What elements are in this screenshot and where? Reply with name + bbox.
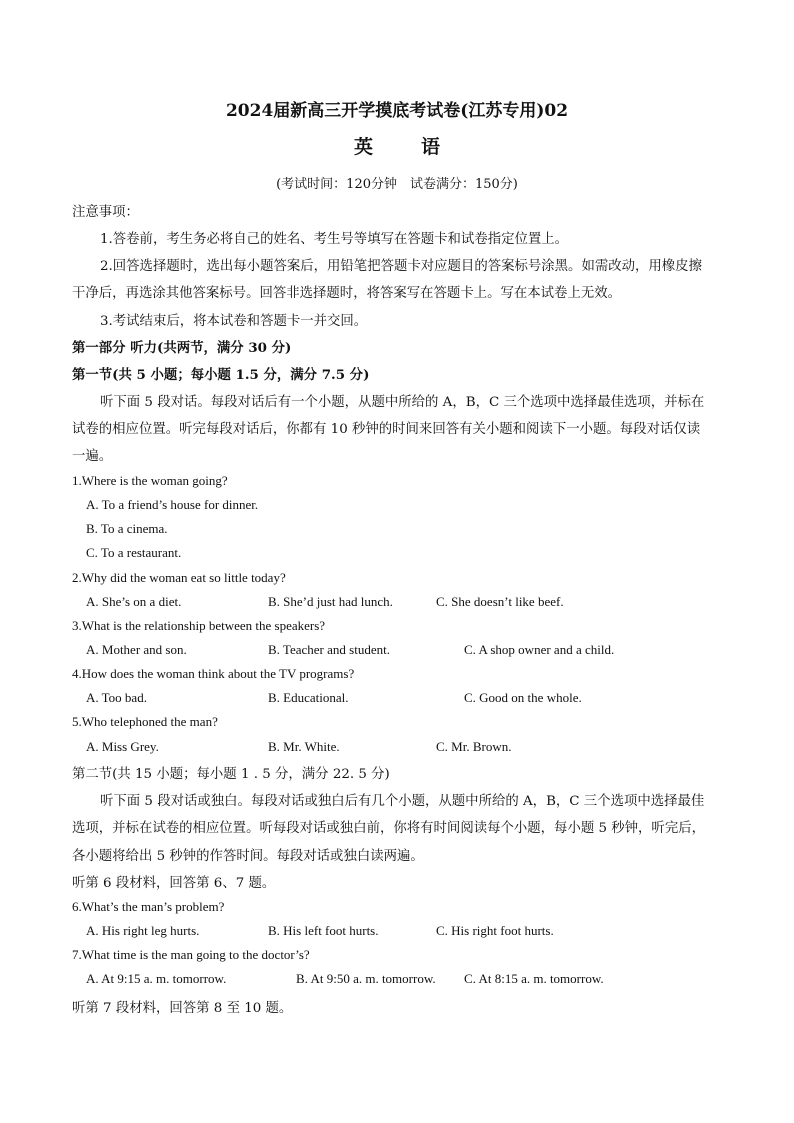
question-6-option-c: C. His right foot hurts. bbox=[436, 923, 554, 938]
question-7-option-a: A. At 9:15 a. m. tomorrow. bbox=[86, 971, 227, 986]
question-2-stem: 2.Why did the woman eat so little today? bbox=[72, 570, 286, 585]
question-7-option-b: B. At 9:50 a. m. tomorrow. bbox=[296, 971, 436, 986]
question-1-option-b: B. To a cinema. bbox=[86, 521, 168, 536]
question-3-stem: 3.What is the relationship between the speakers? bbox=[72, 618, 326, 633]
question-7-stem: 7.What time is the man going to the doctor’s? bbox=[72, 947, 310, 962]
question-2-option-b: B. She’d just had lunch. bbox=[268, 594, 393, 609]
question-2-option-c: C. She doesn’t like beef. bbox=[436, 594, 564, 609]
part1-heading: 第一部分 听力(共两节，满分 30 分) bbox=[72, 340, 292, 356]
question-3-option-a: A. Mother and son. bbox=[86, 642, 187, 657]
exam-title: 2024届新高三开学摸底考试卷(江苏专用)02 bbox=[225, 101, 569, 121]
subject-char-2: 语 bbox=[421, 136, 441, 158]
question-5-option-b: B. Mr. White. bbox=[268, 739, 340, 754]
question-1-option-a: A. To a friend’s house for dinner. bbox=[86, 497, 259, 512]
section2-instruction-line-1: 听下面 5 段对话或独白。每段对话或独白后有几个小题，从题中所给的 A，B，C 三个选项中选择最佳 bbox=[100, 794, 705, 809]
notice-item-1: 1.答卷前，考生务必将自己的姓名、考生号等填写在答题卡和试卷指定位置上。 bbox=[100, 232, 569, 247]
question-2-option-a: A. She’s on a diet. bbox=[86, 594, 182, 609]
section1-instruction-line-3: 一遍。 bbox=[72, 449, 113, 464]
subject-char-1: 英 bbox=[353, 136, 373, 158]
question-4-stem: 4.How does the woman think about the TV programs? bbox=[72, 666, 355, 681]
question-5-stem: 5.Who telephoned the man? bbox=[72, 714, 218, 729]
section2-instruction-line-3: 各小题将给出 5 秒钟的作答时间。每段对话或独白读两遍。 bbox=[72, 849, 424, 864]
question-5-option-c: C. Mr. Brown. bbox=[436, 739, 512, 754]
question-7-option-c: C. At 8:15 a. m. tomorrow. bbox=[464, 971, 604, 986]
question-3-option-b: B. Teacher and student. bbox=[268, 642, 390, 657]
exam-meta: (考试时间：120分钟 试卷满分：150分) bbox=[276, 177, 518, 192]
section2-instruction-line-2: 选项，并标在试卷的相应位置。听每段对话或独白前，你将有时间阅读每个小题，每小题 5 秒钟，听完后， bbox=[72, 821, 705, 836]
question-4-option-c: C. Good on the whole. bbox=[464, 690, 582, 705]
question-1-stem: 1.Where is the woman going? bbox=[72, 473, 228, 488]
section1-instruction-line-1: 听下面 5 段对话。每段对话后有一个小题，从题中所给的 A，B，C 三个选项中选择最佳选项，并标在 bbox=[100, 395, 705, 410]
question-3-option-c: C. A shop owner and a child. bbox=[464, 642, 615, 657]
section2-heading: 第二节(共 15 小题；每小题 1 . 5 分，满分 22. 5 分) bbox=[72, 767, 390, 782]
notice-item-2-line-1: 2.回答选择题时，选出每小题答案后，用铅笔把答题卡对应题目的答案标号涂黑。如需改动，用橡皮擦 bbox=[100, 259, 702, 274]
question-5-option-a: A. Miss Grey. bbox=[86, 739, 159, 754]
question-1-option-c: C. To a restaurant. bbox=[86, 545, 182, 560]
question-6-option-b: B. His left foot hurts. bbox=[268, 923, 379, 938]
notice-item-3: 3.考试结束后，将本试卷和答题卡一并交回。 bbox=[100, 314, 368, 329]
question-6-stem: 6.What’s the man’s problem? bbox=[72, 899, 225, 914]
question-4-option-b: B. Educational. bbox=[268, 690, 349, 705]
subject-title bbox=[0, 132, 794, 159]
notice-item-2-line-2: 干净后，再选涂其他答案标号。回答非选择题时，将答案写在答题卡上。写在本试卷上无效。 bbox=[72, 286, 622, 301]
question-6-option-a: A. His right leg hurts. bbox=[86, 923, 200, 938]
notice-heading: 注意事项： bbox=[72, 205, 139, 220]
section1-instruction-line-2: 试卷的相应位置。听完每段对话后，你都有 10 秒钟的时间来回答有关小题和阅读下一小题。每段对话仅读 bbox=[72, 422, 701, 437]
material-6-heading: 听第 6 段材料，回答第 6、7 题。 bbox=[72, 876, 276, 891]
section1-heading: 第一节(共 5 小题；每小题 1.5 分，满分 7.5 分) bbox=[72, 367, 370, 383]
question-4-option-a: A. Too bad. bbox=[86, 690, 147, 705]
material-7-heading: 听第 7 段材料，回答第 8 至 10 题。 bbox=[72, 1001, 293, 1016]
